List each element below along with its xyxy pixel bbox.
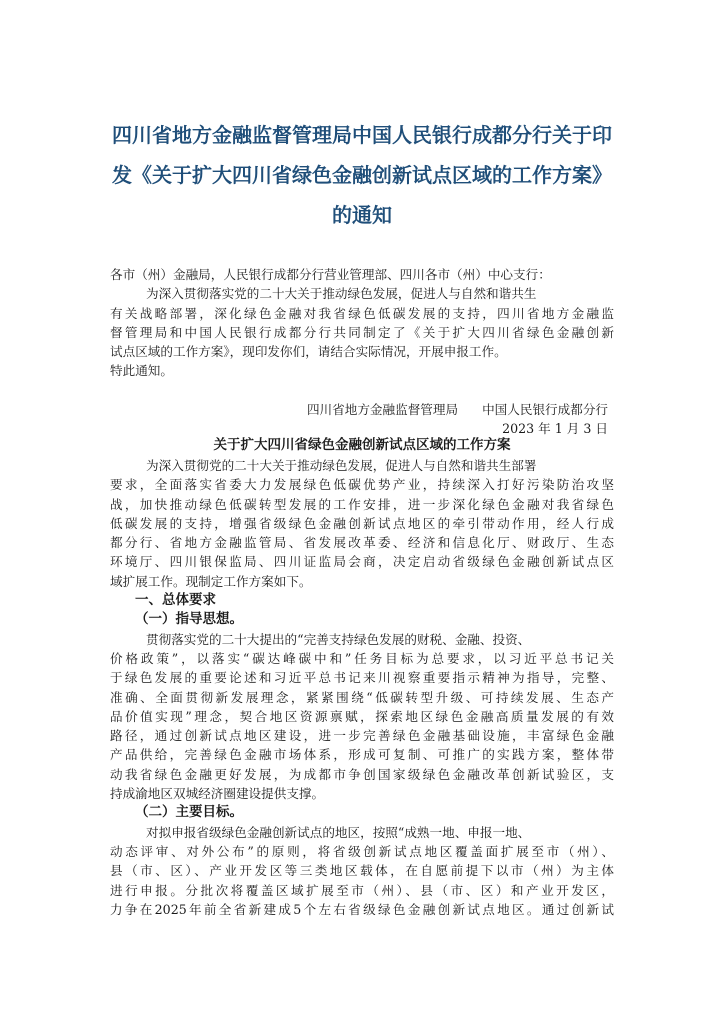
notice-para-line: 为深入贯彻落实党的二十大关于推动绿色发展，促进人与自然和谐共生 [146,286,537,302]
plan-intro-line: 环境厅、四川银保监局、四川证监局会商，决定启动省级绿色金融创新试点区 [110,554,614,570]
sub1-line: 动我省绿色金融更好发展，为成都市争创国家级绿色金融改革创新试验区，支 [110,766,614,782]
signature-org-1: 四川省地方金融监督管理局 [306,402,459,417]
sub2-line: 动态评审、对外公布”的原则，将省级创新试点地区覆盖面扩展至市（州）、 [110,843,614,859]
subsection-heading-2: （二）主要目标。 [135,804,243,821]
sub2-line: 力争在2025年前全省新建成5个左右省级绿色金融创新试点地区。通过创新试 [110,901,614,917]
signature-org-2: 中国人民银行成都分行 [482,402,608,417]
notice-para-line: 试点区域的工作方案》，现印发你们，请结合实际情况，开展申报工作。 [110,344,507,360]
document-title [100,115,624,235]
notice-para-line: 有关战略部署，深化绿色金融对我省绿色低碳发展的支持，四川省地方金融监 [110,305,614,321]
plan-intro-line: 要求，全面落实省委大力发展绿色低碳优势产业，持续深入打好污染防治攻坚 [110,477,614,493]
title-line-2: 发《关于扩大四川省绿色金融创新试点区域的工作方案》 [112,163,612,187]
section-heading-1: 一、总体要求 [135,592,216,609]
sub2-line: 进行申报。分批次将覆盖区域扩展至市（州）、县（市、区）和产业开发区， [110,882,614,898]
plan-intro-line: 战，加快推动绿色低碳转型发展的工作安排，进一步深化绿色金融对我省绿色 [110,496,614,512]
title-line-1: 四川省地方金融监督管理局中国人民银行成都分行关于印 [112,123,612,147]
notice-para-line: 督管理局和中国人民银行成都分行共同制定了《关于扩大四川省绿色金融创新 [110,324,614,340]
sub1-line: 价格政策”，以落实“碳达峰碳中和”任务目标为总要求，以习近平总书记关 [110,650,614,666]
sub1-line: 品价值实现”理念，契合地区资源禀赋，探索地区绿色金融高质量发展的有效 [110,708,614,724]
title-line-3: 的通知 [332,203,392,227]
signature-orgs [110,400,614,419]
signature-date: 2023 年 1 月 3 日 [502,421,608,437]
sub1-line: 持成渝地区双城经济圈建设提供支撑。 [110,786,325,802]
plan-intro-line: 都分行、省地方金融监管局、省发展改革委、经济和信息化厅、财政厅、生态 [110,535,614,551]
plan-intro-line: 域扩展工作。现制定工作方案如下。 [110,573,312,589]
subsection-heading-1: （一）指导思想。 [135,611,243,628]
sub1-line: 贯彻落实党的二十大提出的“完善支持绿色发展的财税、金融、投资、 [146,631,531,647]
plan-title: 关于扩大四川省绿色金融创新试点区域的工作方案 [213,437,511,453]
notice-closing: 特此通知。 [110,363,173,379]
sub2-line: 对拟申报省级绿色金融创新试点的地区，按照“成熟一地、申报一地、 [146,824,531,840]
notice-body [110,265,614,381]
sub1-line: 路径，通过创新试点地区建设，进一步完善绿色金融基础设施，丰富绿色金融 [110,728,614,744]
sub1-line: 产品供给，完善绿色金融市场体系，形成可复制、可推广的实践方案，整体带 [110,747,614,763]
signature-block [110,400,614,439]
plan-intro-line: 为深入贯彻党的二十大关于推动绿色发展，促进人与自然和谐共生部署 [146,458,537,473]
plan-intro-line: 低碳发展的支持，增强省级绿色金融创新试点地区的牵引带动作用，经人行成 [110,515,614,531]
sub1-line: 准确、全面贯彻新发展理念，紧紧围绕“低碳转型升级、可持续发展、生态产 [110,689,614,705]
sub1-line: 于绿色发展的重要论述和习近平总书记来川视察重要指示精神为指导，完整、 [110,670,614,686]
plan-title-wrap [110,436,614,455]
notice-addressee: 各市（州）金融局，人民银行成都分行营业管理部、四川各市（州）中心支行： [110,267,551,282]
sub2-line: 县（市、区）、产业开发区等三类地区载体，在自愿前提下以市（州）为主体 [110,863,614,879]
plan-intro [110,456,614,919]
